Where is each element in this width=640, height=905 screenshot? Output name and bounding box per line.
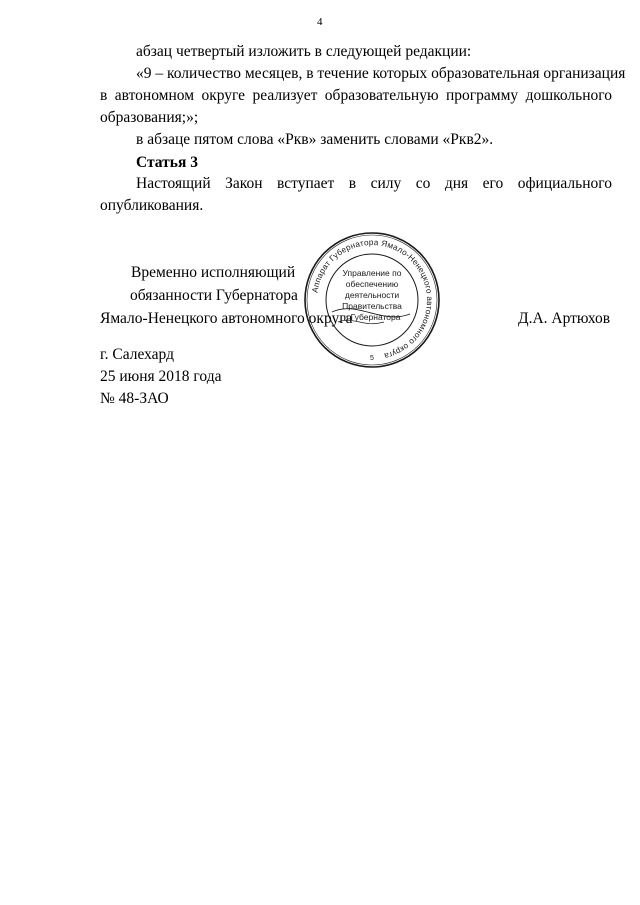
date-of-signing: 25 июня 2018 года bbox=[100, 368, 222, 385]
law-number: № 48-ЗАО bbox=[100, 390, 169, 407]
seal-line-1: Управление по bbox=[342, 268, 402, 278]
seal-number: 5 bbox=[370, 355, 374, 362]
seal-line-3: деятельности bbox=[344, 290, 400, 300]
body-line-5: в абзаце пятом слова «Ркв» заменить словами «Ркв2». bbox=[136, 131, 494, 148]
seal-ring-text: Аппарат Губернатора Ямало-Ненецкого автономного округа bbox=[310, 237, 435, 361]
article-heading: Статья 3 bbox=[136, 154, 198, 171]
signatory-name: Д.А. Артюхов bbox=[518, 310, 611, 327]
place-of-signing: г. Салехард bbox=[100, 346, 174, 363]
body-line-4: образования;»; bbox=[100, 109, 199, 126]
seal-line-5: и Губернатора bbox=[343, 312, 401, 322]
official-seal-icon bbox=[302, 230, 442, 370]
signatory-title-line-1: Временно исполняющий bbox=[131, 264, 296, 281]
signatory-title-line-2: обязанности Губернатора bbox=[130, 287, 298, 304]
body-line-1: абзац четвертый изложить в следующей редакции: bbox=[136, 43, 472, 60]
page-number: 4 bbox=[317, 16, 323, 28]
article-line-1: Настоящий Закон вступает в силу со дня его официального bbox=[136, 175, 612, 192]
seal-line-4: Правительства bbox=[342, 301, 402, 311]
article-line-2: опубликования. bbox=[100, 197, 204, 214]
body-line-3: в автономном округе реализует образовательную программу дошкольного bbox=[100, 87, 612, 104]
signatory-title-line-3: Ямало-Ненецкого автономного округа bbox=[100, 310, 353, 327]
body-line-2: «9 – количество месяцев, в течение которых образовательная организация bbox=[136, 65, 626, 82]
seal-line-2: обеспечению bbox=[345, 279, 399, 289]
